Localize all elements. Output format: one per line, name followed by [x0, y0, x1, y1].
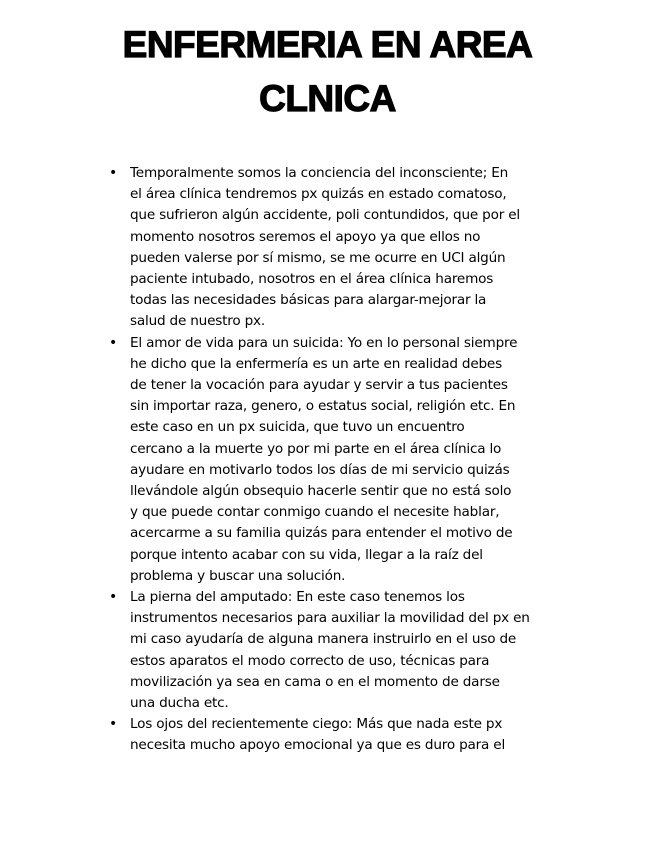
paragraph-line: ayudare en motivarlo todos los días de mi servicio quizás [130, 461, 510, 478]
bullet-icon: • [108, 165, 118, 181]
paragraph-line: he dicho que la enfermería es un arte en realidad debes [130, 355, 502, 372]
paragraph-line: acercarme a su familia quizás para entender el motivo de [130, 525, 513, 542]
paragraph-line: sin importar raza, genero, o estatus social, religión etc. En [130, 398, 516, 415]
list-item [108, 587, 568, 714]
paragraph-line: movilización ya sea en cama o en el momento de darse [130, 673, 500, 690]
paragraph-line: cercano a la muerte yo por mi parte en el área clínica lo [130, 440, 502, 457]
paragraph-line: que sufrieron algún accidente, poli contundidos, que por el [130, 207, 520, 224]
paragraph-line: de tener la vocación para ayudar y servir a tus pacientes [130, 377, 508, 394]
list-item [108, 333, 568, 587]
paragraph-line: y que puede contar conmigo cuando el necesite hablar, [130, 504, 500, 521]
paragraph-line: todas las necesidades básicas para alargar-mejorar la [130, 292, 487, 309]
paragraph-line: una ducha etc. [130, 695, 229, 712]
paragraph-line: problema y buscar una solución. [130, 567, 346, 584]
list-item [108, 714, 568, 756]
paragraph-line: porque intento acabar con su vida, llegar a la raíz del [130, 546, 483, 563]
paragraph-line: El amor de vida para un suicida: Yo en lo personal siempre [130, 334, 518, 351]
paragraph-line: instrumentos necesarios para auxiliar la movilidad del px en [130, 610, 530, 627]
paragraph-line: el área clínica tendremos px quizás en estado comatoso, [130, 186, 507, 203]
list-item [108, 163, 568, 333]
paragraph-line: La pierna del amputado: En este caso tenemos los [130, 589, 465, 606]
paragraph-line: Los ojos del recientemente ciego: Más que nada este px [130, 716, 503, 733]
paragraph-line: este caso en un px suicida, que tuvo un encuentro [130, 419, 465, 436]
paragraph-line: Temporalmente somos la conciencia del inconsciente; En [130, 165, 509, 181]
paragraph-line: pueden valerse por sí mismo, se me ocurre en UCI algún [130, 249, 506, 266]
paragraph-line: mi caso ayudaría de alguna manera instruirlo en el uso de [130, 631, 517, 648]
paragraph-line: salud de nuestro px. [130, 313, 265, 330]
bullet-list [108, 163, 568, 757]
paragraph-line: estos aparatos el modo correcto de uso, técnicas para [130, 652, 490, 669]
bullet-icon: • [108, 589, 118, 606]
paragraph-line: paciente intubado, nosotros en el área clínica haremos [130, 271, 494, 288]
bullet-icon: • [108, 334, 118, 351]
title-line-2: CLNICA [259, 78, 396, 119]
paragraph-line: necesita mucho apoyo emocional ya que es duro para el [130, 737, 506, 754]
title-line-1: ENFERMERIA EN AREA [122, 24, 533, 65]
paragraph-line: momento nosotros seremos el apoyo ya que ellos no [130, 228, 481, 245]
paragraph-line: llevándole algún obsequio hacerle sentir que no está solo [130, 483, 512, 500]
page-title [0, 18, 655, 126]
bullet-icon: • [108, 716, 118, 733]
